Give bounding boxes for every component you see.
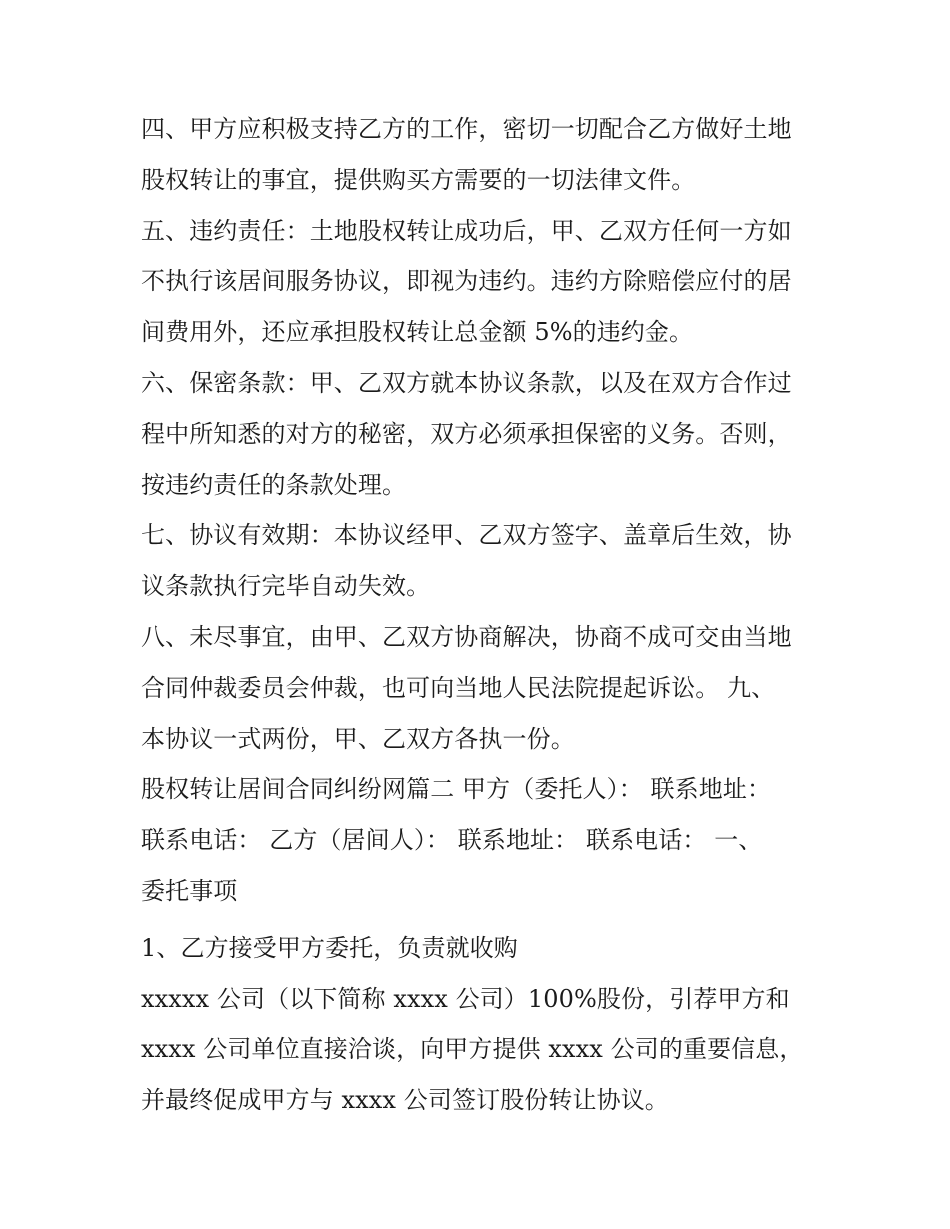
- text-line: xxxx 公司单位直接洽谈，向甲方提供 xxxx 公司的重要信息，: [141, 1035, 804, 1064]
- text-line: 五、违约责任：土地股权转让成功后，甲、乙双方任何一方如: [141, 216, 792, 245]
- text-line: 八、未尽事宜，由甲、乙双方协商解决，协商不成可交由当地: [141, 622, 792, 651]
- text-line: 委托事项: [141, 876, 238, 905]
- text-line: 1、乙方接受甲方委托，负责就收购: [141, 933, 518, 962]
- text-line: 议条款执行完毕自动失效。: [141, 572, 431, 601]
- text-line: 不执行该居间服务协议，即视为违约。违约方除赔偿应付的居: [141, 267, 792, 296]
- text-line: 四、甲方应积极支持乙方的工作，密切一切配合乙方做好土地: [141, 115, 792, 143]
- document-body: [141, 104, 821, 1126]
- text-line: 七、协议有效期：本协议经甲、乙双方签字、盖章后生效，协: [141, 521, 792, 550]
- text-line: 合同仲裁委员会仲裁，也可向当地人民法院提起诉讼。 九、: [141, 673, 776, 702]
- text-line: 联系电话： 乙方（居间人）： 联系地址： 联系电话： 一、: [141, 826, 763, 855]
- text-line: 程中所知悉的对方的秘密，双方必须承担保密的义务。否则，: [141, 419, 792, 448]
- text-line: 本协议一式两份，甲、乙双方各执一份。: [141, 724, 575, 753]
- text-line: xxxxx 公司（以下简称 xxxx 公司）100%股份，引荐甲方和: [141, 984, 790, 1013]
- text-line: 六、保密条款：甲、乙双方就本协议条款，以及在双方合作过: [141, 368, 792, 397]
- text-line: 并最终促成甲方与 xxxx 公司签订股份转让协议。: [141, 1086, 669, 1115]
- text-line: 股权转让的事宜，提供购买方需要的一切法律文件。: [141, 165, 696, 194]
- text-line: 股权转让居间合同纠纷网篇二 甲方（委托人）： 联系地址：: [141, 775, 772, 804]
- text-line: 间费用外，还应承担股权转让总金额 5%的违约金。: [141, 318, 694, 347]
- text-line: 按违约责任的条款处理。: [141, 470, 407, 499]
